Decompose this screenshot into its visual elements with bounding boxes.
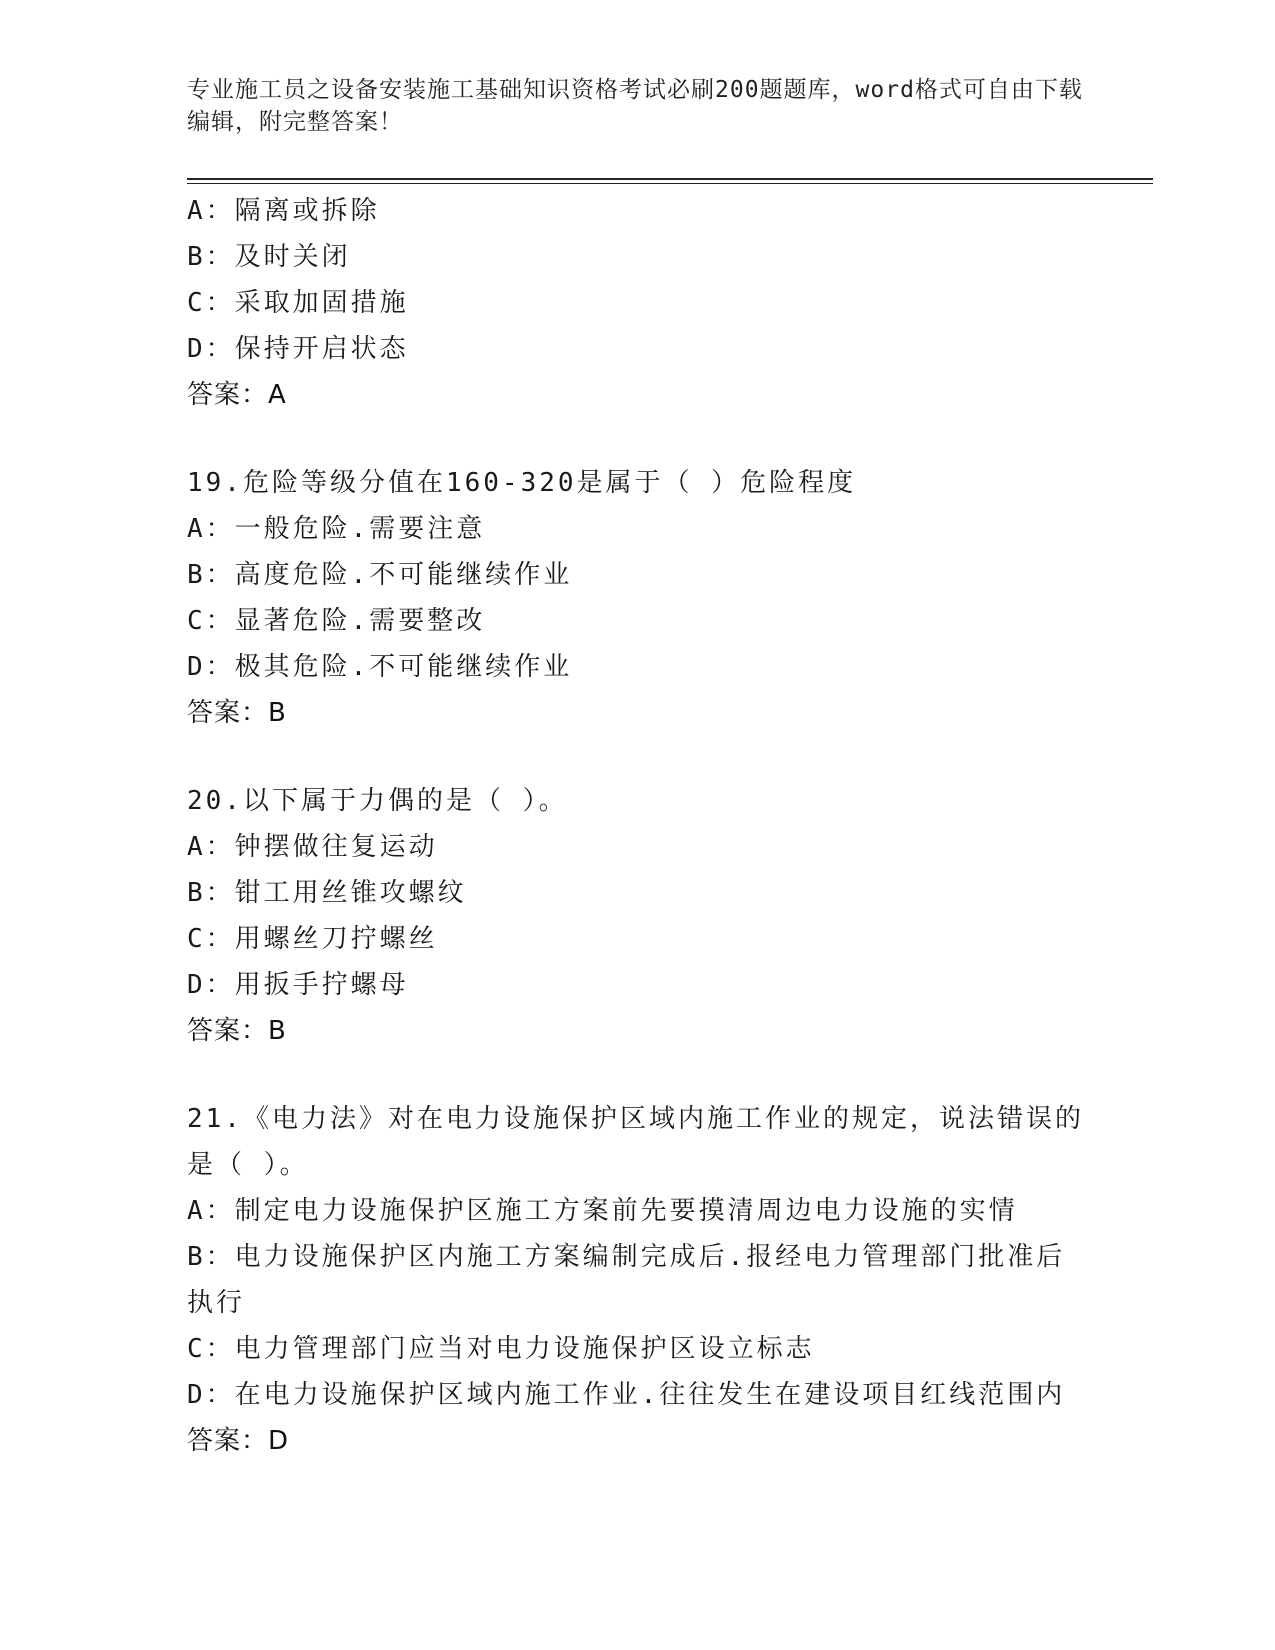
option-a: A：制定电力设施保护区施工方案前先要摸清周边电力设施的实情 <box>187 1196 1018 1226</box>
spacer <box>187 736 1087 778</box>
question-21 <box>187 1096 1087 1464</box>
answer-line: 答案：B <box>187 1016 287 1046</box>
answer-line: 答案：A <box>187 380 287 410</box>
option-a: A：一般危险.需要注意 <box>187 514 486 544</box>
option-d: D：在电力设施保护区域内施工作业.往往发生在建设项目红线范围内 <box>187 1380 1066 1410</box>
question-stem: 19.危险等级分值在160-320是属于（ ）危险程度 <box>187 468 857 498</box>
option-b: B：高度危险.不可能继续作业 <box>187 560 573 590</box>
option-a: A：钟摆做往复运动 <box>187 832 438 862</box>
header-rule-thin <box>187 183 1153 184</box>
question-19 <box>187 460 1087 736</box>
option-d: D：保持开启状态 <box>187 334 409 364</box>
spacer <box>187 1054 1087 1096</box>
question-20 <box>187 778 1087 1054</box>
option-c: C：用螺丝刀拧螺丝 <box>187 924 438 954</box>
answer-line: 答案：B <box>187 698 287 728</box>
option-b: B：及时关闭 <box>187 242 351 272</box>
spacer <box>187 418 1087 460</box>
question-18-continued <box>187 188 1087 418</box>
question-stem: 21.《电力法》对在电力设施保护区域内施工作业的规定，说法错误的是（ ）。 <box>187 1104 1084 1180</box>
option-b: B：钳工用丝锥攻螺纹 <box>187 878 467 908</box>
question-stem: 20.以下属于力偶的是（ ）。 <box>187 786 568 816</box>
option-d: D：用扳手拧螺母 <box>187 970 409 1000</box>
question-list <box>187 188 1087 1464</box>
answer-line: 答案：D <box>187 1426 290 1456</box>
header-rule-thick <box>187 178 1153 180</box>
document-header: 专业施工员之设备安装施工基础知识资格考试必刷200题题库，word格式可自由下载编辑，附完整答案！ <box>187 77 1083 135</box>
option-b: B：电力设施保护区内施工方案编制完成后.报经电力管理部门批准后执行 <box>187 1242 1066 1318</box>
option-c: C：电力管理部门应当对电力设施保护区设立标志 <box>187 1334 815 1364</box>
option-c: C：采取加固措施 <box>187 288 409 318</box>
option-c: C：显著危险.需要整改 <box>187 606 486 636</box>
option-a: A：隔离或拆除 <box>187 196 380 226</box>
option-d: D：极其危险.不可能继续作业 <box>187 652 573 682</box>
